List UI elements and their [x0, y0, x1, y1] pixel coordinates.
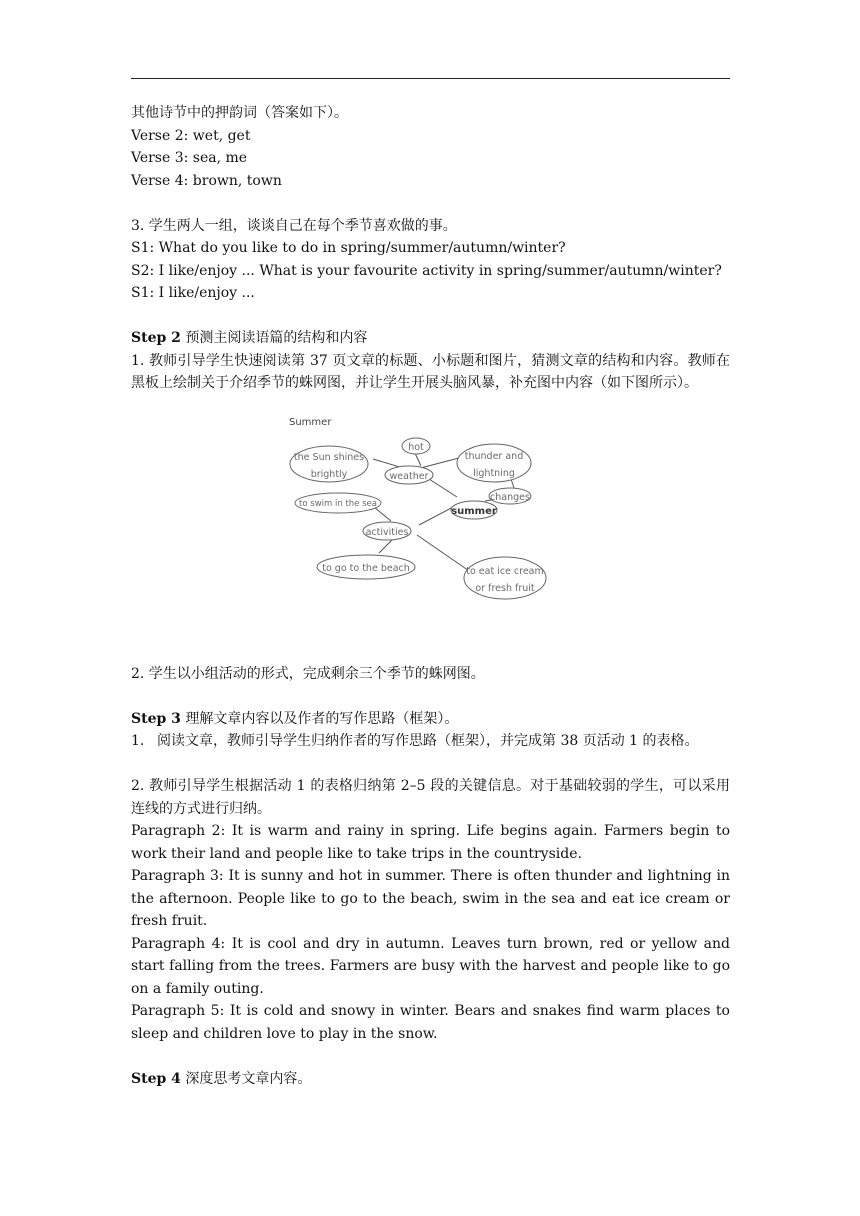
- node-activities-label: activities: [365, 526, 409, 538]
- item-3-title: 3. 学生两人一组，谈谈自己在每个季节喜欢做的事。: [131, 217, 457, 234]
- paragraph-3-summary: Paragraph 3: It is sunny and hot in summer. There is often thunder and lightning in the afternoon. People like to go to the beach, swim in the sea and eat ice cream or fresh fruit.: [131, 868, 730, 929]
- step-3-item-1-number: 1.: [131, 733, 145, 749]
- node-hot-label: hot: [408, 441, 424, 453]
- map-title: Summer: [289, 416, 332, 428]
- paragraph-4-summary: Paragraph 4: It is cool and dry in autumn. Leaves turn brown, red or yellow and start falling from the trees. Farmers are busy with the harvest and people like to go on a family outing.: [131, 935, 730, 997]
- step-3-title: 理解文章内容以及作者的写作思路（框架）。: [180, 710, 459, 727]
- node-thunder-label-2: lightning: [473, 467, 515, 479]
- node-icecream-label-1: to eat ice cream: [466, 565, 544, 577]
- node-weather-label: weather: [389, 470, 429, 482]
- step-4-heading: [131, 1068, 730, 1091]
- step-2-heading: [131, 327, 730, 350]
- dialogue-s1: S1: What do you like to do in spring/summer/autumn/winter?: [131, 240, 566, 256]
- summer-spider-map: [131, 405, 730, 657]
- step-2-title: 预测主阅读语篇的结构和内容: [180, 330, 368, 346]
- node-sun-label-1: the Sun shines: [293, 451, 365, 463]
- step-3-heading: [131, 708, 730, 731]
- step-3-item-2: 2. 教师引导学生根据活动 1 的表格归纳第 2–5 段的关键信息。对于基础较弱的学生，可以采用连线的方式进行归纳。: [131, 778, 730, 817]
- intro-line: 其他诗节中的押韵词（答案如下）。: [131, 105, 348, 121]
- step-4-title: 深度思考文章内容。: [180, 1070, 312, 1087]
- node-changes-label: changes: [490, 491, 530, 503]
- document-body: [131, 102, 730, 1090]
- step-4-label: Step 4: [131, 1070, 181, 1087]
- step-3-label: Step 3: [131, 710, 181, 727]
- header-rule: [131, 78, 730, 79]
- node-swim-label: to swim in the sea: [299, 498, 377, 509]
- dialogue-s1-reply: S1: I like/enjoy ...: [131, 285, 255, 301]
- step-3-item-1: [131, 730, 730, 753]
- verse-2: Verse 2: wet, get: [131, 127, 251, 144]
- step-2-item-2: 2. 学生以小组活动的形式，完成剩余三个季节的蛛网图。: [131, 665, 485, 682]
- verse-3: Verse 3: sea, me: [131, 150, 248, 166]
- node-icecream-label-2: or fresh fruit: [475, 582, 535, 594]
- verse-4: Verse 4: brown, town: [131, 172, 282, 189]
- step-2-item-1: 1. 教师引导学生快速阅读第 37 页文章的标题、小标题和图片，猜测文章的结构和内容。教师在黑板上绘制关于介绍季节的蛛网图，并让学生开展头脑风暴，补充图中内容（如下图所示）。: [131, 352, 730, 391]
- paragraph-2-summary: Paragraph 2: It is warm and rainy in spring. Life begins again. Farmers begin to work their land and people like to take trips in the countryside.: [131, 823, 730, 862]
- step-3-item-1-text: 阅读文章，教师引导学生归纳作者的写作思路（框架），并完成第 38 页活动 1 的表格。: [157, 733, 699, 749]
- node-summer-label: summer: [451, 505, 497, 517]
- node-thunder-label-1: thunder and: [464, 450, 524, 462]
- node-beach-label: to go to the beach: [322, 562, 410, 574]
- node-sun-label-2: brightly: [310, 468, 348, 480]
- spider-map-graphic: [289, 415, 559, 625]
- paragraph-5-summary: Paragraph 5: It is cold and snowy in winter. Bears and snakes find warm places to sleep and children love to play in the snow.: [131, 1003, 730, 1042]
- dialogue-s2: S2: I like/enjoy ... What is your favourite activity in spring/summer/autumn/winter?: [131, 262, 722, 279]
- step-2-label: Step 2: [131, 330, 181, 346]
